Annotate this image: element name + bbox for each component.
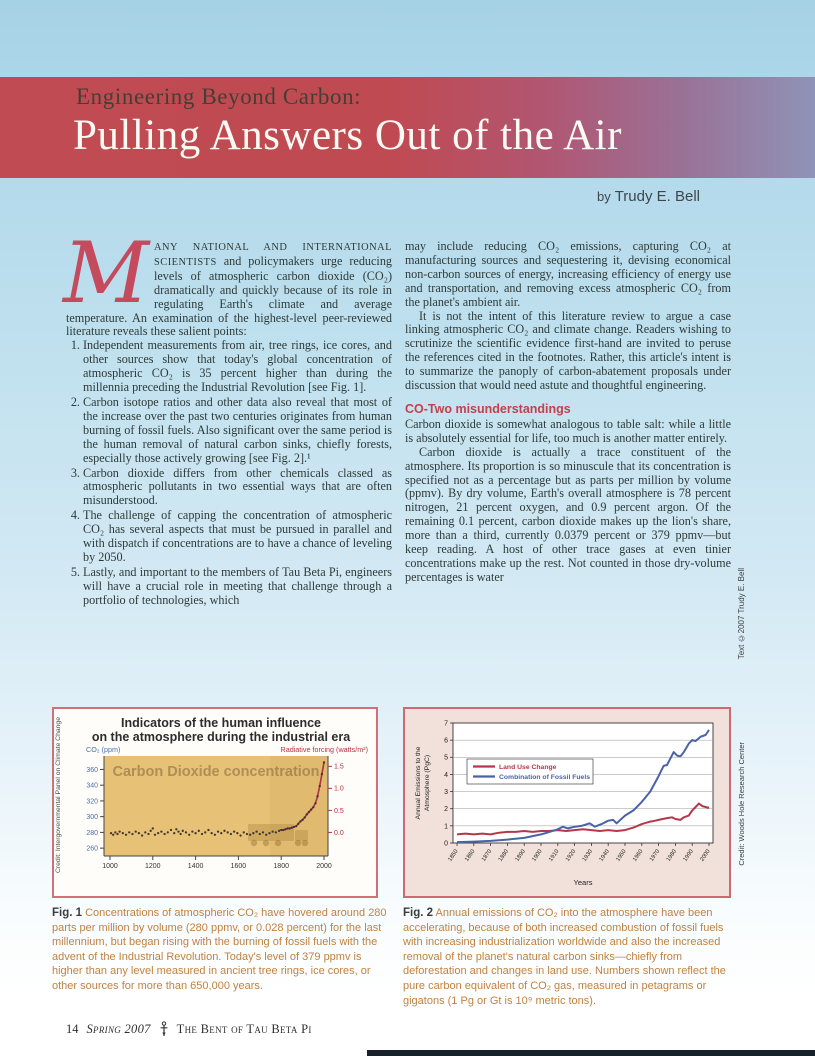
svg-text:1960: 1960 [632,848,645,863]
fig1-title-line2: on the atmosphere during the industrial era [91,730,351,744]
text-copyright-credit: Text ©2007 Trudy E. Bell [737,568,746,660]
svg-text:1600: 1600 [230,863,247,870]
magazine-title: The Bent of Tau Beta Pi [176,1021,312,1036]
column-right [405,240,731,609]
fig1-caption [52,906,388,994]
intro-paragraph [63,224,393,339]
svg-text:5: 5 [444,754,448,762]
svg-text:0: 0 [444,840,448,848]
svg-text:6: 6 [444,737,448,745]
svg-text:Atmosphere (PgC): Atmosphere (PgC) [424,754,431,812]
svg-text:1.5: 1.5 [334,763,344,771]
byline-prefix: by [597,189,611,204]
svg-text:1000: 1000 [102,863,118,870]
svg-text:1.0: 1.0 [334,785,344,793]
svg-text:1880: 1880 [497,848,511,863]
list-item: 5. Lastly, and important to the members of Tau Beta Pi, engineers will have a crucial role in meeting that challenge through a portfolio of technologies, which [83,566,392,608]
svg-text:Carbon Dioxide concentration: Carbon Dioxide concentration [112,764,320,780]
svg-text:1: 1 [444,823,448,831]
svg-text:260: 260 [86,845,98,853]
salient-points-list [66,339,392,607]
svg-text:1950: 1950 [615,848,628,863]
list-item: 1. Independent measurements from air, tree rings, ice cores, and other sources show that today's global concentration of atmospheric CO₂ is 35 percent higher than during the millennia preceding the Industrial Revolution [see Fig. 1]. [83,339,392,395]
intro-smallcaps: ANY NATIONAL AND INTERNATIONAL SCIENTISTS [154,242,392,268]
fig2-caption-label: Fig. 2 [403,907,434,919]
fig2-caption [403,906,735,1008]
bent-icon [159,1021,169,1037]
svg-text:1980: 1980 [665,848,679,863]
svg-text:Radiative forcing (watts/m²): Radiative forcing (watts/m²) [280,745,368,754]
svg-text:1890: 1890 [514,848,527,863]
page-number: 14 [66,1021,79,1036]
svg-text:320: 320 [86,798,98,806]
svg-text:1940: 1940 [598,848,611,863]
bottom-scan-bar [367,1050,815,1056]
fig2-caption-text: Annual emissions of CO₂ into the atmosphere have been accelerating, because of both increased combustion of fossil fuels with increasing industrialization worldwide and also the increased removal of the planet's natural carbon sinks—chiefly from deforestation and changes in land use. Numbers shown reflect the pure carbon equivalent of CO₂ gas, measured in petagrams or gigatons (1 Pg or Gt is 10⁹ metric tons). [403,907,726,1007]
svg-text:0.0: 0.0 [334,829,344,837]
column-left [63,224,393,609]
svg-text:Land Use Change: Land Use Change [499,763,557,771]
svg-text:3: 3 [444,788,448,796]
svg-text:340: 340 [86,782,98,790]
issue-label: Spring 2007 [86,1021,151,1036]
svg-text:1990: 1990 [682,848,695,863]
svg-text:300: 300 [86,814,98,822]
svg-text:1910: 1910 [548,848,561,863]
svg-text:2: 2 [444,806,448,814]
svg-text:1970: 1970 [648,848,662,863]
intro-rest: and policymakers urge reducing levels of atmospheric carbon dioxide (CO₂) dramatically and quickly because of its role in regulating Earth's climate and average temperature. An examination of the highest-level peer-reviewed literature reveals these salient points: [66,253,393,339]
byline-name: Trudy E. Bell [614,188,700,205]
svg-text:280: 280 [86,829,98,837]
svg-text:1800: 1800 [273,863,289,870]
svg-text:7: 7 [444,720,448,728]
header-banner [0,77,815,178]
svg-text:2000: 2000 [699,848,712,863]
paragraph: Carbon dioxide is somewhat analogous to table salt: while a little is absolutely essential for life, too much is another matter entirely. [405,416,731,445]
svg-text:1850: 1850 [447,848,460,863]
byline [0,188,700,205]
list-item: 2. Carbon isotope ratios and other data also reveal that most of the increase over the past two centuries originates from human burning of fossil fuels. Also significant over the same period is the human removal of natural carbon sinks, chiefly forests, especially those actively growing [see Fig. 2].¹ [83,396,392,466]
fig1-credit: Credit: Intergovernmental Panel on Climate Change [55,717,62,874]
svg-text:Combination of Fossil Fuels: Combination of Fossil Fuels [499,773,591,781]
section-heading: CO-Two misunderstandings [405,401,571,416]
list-item: 4. The challenge of capping the concentration of atmospheric CO₂ has several aspects that must be pursued in parallel and with dispatch if concentrations are to have a chance of leveling by 2050. [83,509,392,565]
fig1-chart [70,744,370,882]
fig2-side-credit: Credit: Woods Hole Research Center [737,742,746,866]
svg-text:1860: 1860 [464,848,477,863]
svg-text:CO₂ (ppm): CO₂ (ppm) [86,745,121,754]
paragraph: Carbon dioxide is actually a trace constituent of the atmosphere. Its proportion is so minuscule that its concentration is specified not as a percentage but as parts per million by volume (ppmv). By dry volume, Earth's overall atmosphere is 78 percent nitrogen, 21 percent oxygen, and 0.9 percent argon. Of the remaining 0.1 percent, carbon dioxide makes up the lion's share, more than a third, currently 0.0379 percent or 379 ppmv—but keep reading. A host of other trace gases at even tinier concentrations make up the rest. Not counted in those dry-volume percentages is water [405,444,731,584]
fig1-panel [52,707,378,898]
page-footer [66,1021,312,1037]
svg-text:1930: 1930 [581,848,595,863]
fig1-title-line1: Indicators of the human influence [120,716,322,730]
kicker: Engineering Beyond Carbon: [76,84,362,109]
svg-text:Years: Years [573,878,593,887]
page-title: Pulling Answers Out of the Air [73,112,622,159]
svg-text:1920: 1920 [564,848,578,863]
svg-text:1200: 1200 [145,863,161,870]
svg-text:2000: 2000 [316,863,332,870]
fig1-caption-text: Concentrations of atmospheric CO₂ have hovered around 280 parts per million by volume (280 ppmv, or 0.028 percent) for the last millennium, but began rising with the burning of fossil fuels with the advent of the Industrial Revolution. Today's level of 379 ppmv is higher than any level measured in ancient tree rings, ice cores, or other sources for more than 650,000 years. [52,907,387,992]
paragraph: It is not the intent of this literature review to argue a case linking atmospheric CO₂ and climate change. Readers wishing to scrutinize the scientific evidence first-hand are invited to peruse the references cited in the footnotes. Rather, this article's intent is to summarize the panoply of carbon-abatement proposals under discussion that would need astute and thoughtful engineering. [405,308,731,393]
article-columns [63,224,731,609]
dropcap: M [63,224,150,322]
svg-text:360: 360 [86,766,98,774]
fig2-panel [403,707,731,898]
svg-text:4: 4 [444,771,448,779]
svg-text:0.5: 0.5 [334,807,344,815]
fig2-chart [411,715,722,891]
svg-text:1900: 1900 [531,848,544,863]
svg-text:1870: 1870 [480,848,494,863]
svg-text:1400: 1400 [187,863,204,870]
svg-text:Annual Emissions to the: Annual Emissions to the [415,746,422,820]
fig1-caption-label: Fig. 1 [52,907,83,919]
paragraph: may include reducing CO₂ emissions, capturing CO₂ at manufacturing sources and sequestering it, devising economical non-carbon sources of energy, increasing efficiency of energy use and transportation, and removing excess atmospheric CO₂ from the planet's ambient air. [405,239,731,309]
list-item: 3. Carbon dioxide differs from other chemicals classed as atmospheric pollutants in two essential ways that are often misunderstood. [83,467,392,509]
